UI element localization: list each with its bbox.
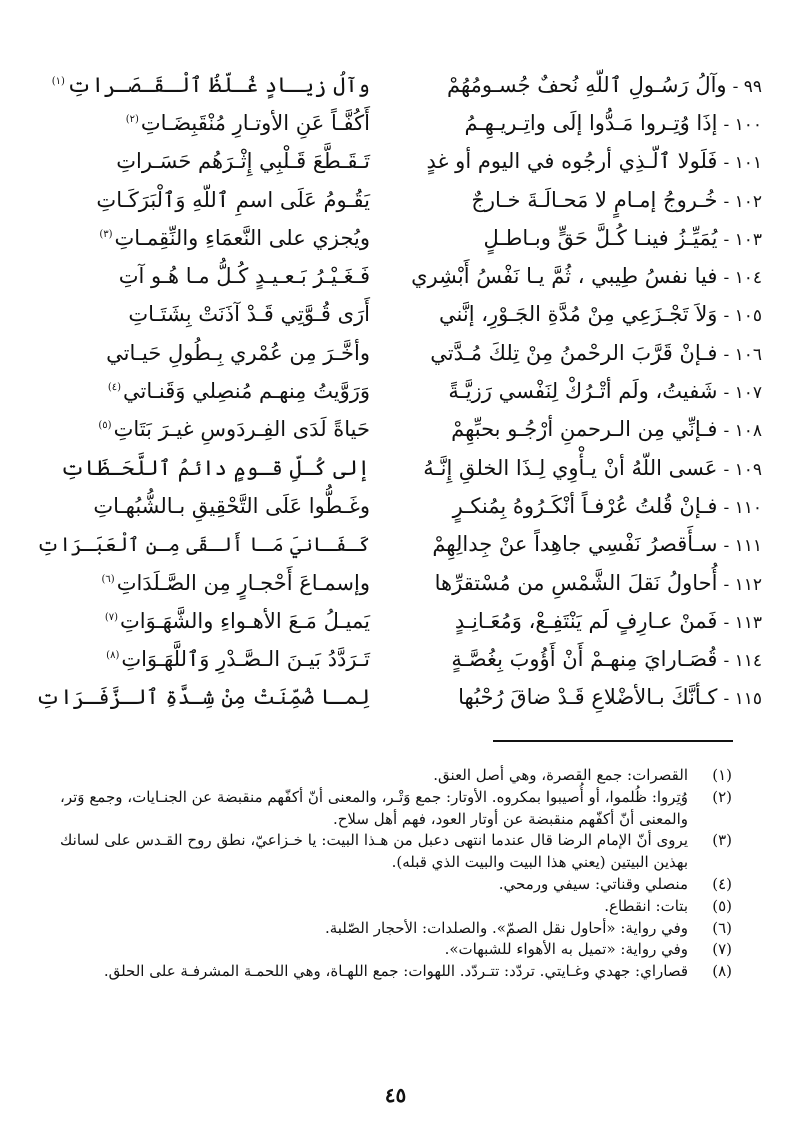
verse-second-hemistich-text: وآلُ زيـادٍ غُـلّظُ ٱلْـقَـصَـراتِ xyxy=(66,72,370,97)
verse-first-hemistich-text: وَلاَ تَجْـزَعِي مِنْ مُدَّةِ الجَـوْرِ، إنَّني xyxy=(439,302,718,327)
verse-line xyxy=(30,679,762,717)
verse-number: ١٠٧ - xyxy=(723,383,762,404)
verse-number: ١٠٩ - xyxy=(723,459,762,480)
footnote-reference: (٢) xyxy=(125,113,139,125)
verse-second-hemistich xyxy=(30,608,370,633)
footnote-reference: (٣) xyxy=(99,228,113,240)
verse-number: ١٠٠ - xyxy=(723,114,762,135)
verse-number: ١١١ - xyxy=(723,536,762,557)
page-number: ٤٥ xyxy=(384,1083,407,1107)
verse-number: ١١٤ - xyxy=(723,651,762,672)
verse-line xyxy=(30,487,762,525)
verse-second-hemistich xyxy=(30,304,370,325)
verse-first-hemistich-text: فَمنْ عـارِفٍ لَم يَنْتَفِـعْ، وَمُعَـانِـدٍ xyxy=(454,608,718,633)
footnote-item xyxy=(60,874,732,896)
verse-first-hemistich-text: وآلُ رَسُـولِ ٱللّهِ نُحفٌ جُسـومُهُمْ xyxy=(446,72,727,97)
verse-first-hemistich xyxy=(390,687,762,708)
verse-number: ١١٢ - xyxy=(723,574,762,595)
verse-second-hemistich-text: فَـغَـيْـرُ بَـعـيـدٍ كُـلُّ مـا هُـو آتِ xyxy=(118,264,370,289)
footnote-text: القصرات: جمع القصرة، وهي أصل العنق. xyxy=(433,766,688,784)
verse-line xyxy=(30,143,762,181)
footnote-reference: (٨) xyxy=(106,650,120,662)
verse-first-hemistich xyxy=(390,493,762,518)
verse-first-hemistich-text: فـإنْ قَرَّبَ الرحْمنُ مِنْ تِلكَ مُـدَّتي xyxy=(430,340,718,365)
verse-line xyxy=(30,564,762,602)
verse-second-hemistich xyxy=(30,455,370,480)
footnote-separator-rule xyxy=(493,740,733,742)
verse-second-hemistich-text: وأخَّـرَ مِن عُمْري بِـطُولِ حَيـاتي xyxy=(106,340,370,365)
verse-first-hemistich-text: فـإنْ قُلتُ عُرْفـاً أنْكَـرُوهُ بِمُنكـرٍ xyxy=(452,493,718,518)
verse-number: ١١٠ - xyxy=(723,497,762,518)
footnotes xyxy=(60,765,732,983)
footnote-number: (٦) xyxy=(712,918,732,937)
verse-first-hemistich-text: قُصَـارايَ مِنهـمْ أَنْ أَؤُوبَ بِغُصَّـةٍ xyxy=(451,647,718,672)
verse-second-hemistich xyxy=(30,493,370,518)
verse-second-hemistich xyxy=(30,687,370,708)
verse-line xyxy=(30,640,762,678)
verse-first-hemistich-text: شَفيتُ، ولَم أتْـرُكْ لِنَفْسي رَزيَّـةً xyxy=(448,379,718,404)
verse-second-hemistich-text: أَكُفَّـاً عَنِ الأوتـارِ مُنْقَبِضَـاتِ xyxy=(140,110,370,135)
verse-number: ٩٩ - xyxy=(732,76,762,97)
verse-first-hemistich-text: فـإنِّي مِن الـرحمنِ أرْجُـو بحبِّهِمْ xyxy=(451,417,718,442)
verse-first-hemistich xyxy=(390,304,762,325)
verse-first-hemistich-text: عَسى اللّهُ أنْ يـأْوِي لِـذَا الخلقِ إِنَّـهُ xyxy=(423,455,718,480)
verse-second-hemistich-text: وإسمـاعَ أَحْجـارٍ مِن الصَّـلَدَاتِ xyxy=(116,570,370,595)
verse-second-hemistich xyxy=(30,340,370,365)
footnote-item xyxy=(60,896,732,918)
verse-first-hemistich-text: فَلَولا ٱلّـذِي أرجُوه في اليوم أو غدٍ xyxy=(426,149,718,174)
verse-first-hemistich-text: خُـروجُ إمـامٍ لا مَحـالَـةَ خـارجٌ xyxy=(471,187,718,212)
footnote-number: (٢) xyxy=(712,787,732,806)
verse-first-hemistich xyxy=(390,570,762,595)
verse-second-hemistich-text: وغَـطُّوا عَلَى التَّحْقِيقِ بـالشُّبُهـاتِ xyxy=(93,493,370,518)
verse-number: ١٠٤ - xyxy=(723,268,762,289)
verse-first-hemistich-text: فيا نفسُ طِيبي ، ثُمَّ يـا نَفْسُ أَبْشِري xyxy=(411,264,718,289)
verse-first-hemistich xyxy=(390,608,762,633)
verse-line xyxy=(30,219,762,257)
footnote-number: (١) xyxy=(712,766,732,784)
footnote-number: (٤) xyxy=(712,874,732,893)
verse-second-hemistich xyxy=(30,532,370,556)
footnote-text: قصاراي: جهدي وغـايتي. تردّد: تتـردّد. اللهوات: جمع اللهـاة، وهي اللحمـة المشرفـة على الحلق. xyxy=(103,962,688,981)
verse-number: ١١٣ - xyxy=(723,612,762,633)
verse-number: ١٠١ - xyxy=(723,153,762,174)
verse-first-hemistich xyxy=(390,187,762,212)
footnote-reference: (٧) xyxy=(104,611,119,623)
verse-line xyxy=(30,602,762,640)
verse-second-hemistich xyxy=(30,266,370,287)
verse-first-hemistich xyxy=(390,534,762,555)
footnote-item xyxy=(60,961,732,983)
verse-first-hemistich xyxy=(390,72,762,97)
footnote-text: وفي رواية: «أحاول نقل الصمّ». والصلدات: الأحجار الصّلبة. xyxy=(324,918,688,937)
footnote-number: (٨) xyxy=(712,962,732,981)
verse-first-hemistich xyxy=(390,151,762,172)
verse-first-hemistich xyxy=(390,340,762,365)
verse-line xyxy=(30,104,762,142)
verse-second-hemistich-text: لِمـا ضُمِّنَتْ مِنْ شِـدَّةِ ٱلـزَّفَـرَاتِ xyxy=(35,685,370,710)
footnote-number: (٧) xyxy=(712,940,732,959)
footnote-text: وفي رواية: «تميل به الأهواء للشبهات». xyxy=(444,940,688,959)
verse-first-hemistich-text: إذَا وُتِـروا مَـدُّوا إلَى واتِـريـهِـمُ xyxy=(464,110,718,135)
verse-second-hemistich-text: ويُجزي على النَّعمَاءِ والنِّقِمـاتِ xyxy=(114,225,370,250)
verse-line xyxy=(30,411,762,449)
verse-first-hemistich-text: يُمَيِّـزُ فينـا كُـلَّ حَقٍّ وبـاطـلٍ xyxy=(483,225,718,250)
verse-second-hemistich-text: أَرَى قُـوَّتِي قَـدْ آذَنَتْ بِشَتَـاتِ xyxy=(128,302,370,327)
verse-second-hemistich-text: كَـفَـانيَ مَـا أَلـقَى مِـن ٱلْعَبَـرَاتِ xyxy=(36,532,370,556)
verse-line xyxy=(30,257,762,295)
footnote-item xyxy=(60,765,732,787)
verse-number: ١١٥ - xyxy=(723,689,762,710)
verse-second-hemistich xyxy=(30,570,370,595)
footnote-reference: (٥) xyxy=(98,420,112,432)
poem-verses xyxy=(30,66,762,717)
verse-line xyxy=(30,526,762,564)
verse-first-hemistich xyxy=(390,225,762,250)
footnote-number: (٥) xyxy=(712,896,732,915)
verse-second-hemistich xyxy=(30,225,370,250)
footnote-number: (٣) xyxy=(712,831,732,850)
verse-second-hemistich xyxy=(30,381,370,402)
verse-line xyxy=(30,181,762,219)
verse-second-hemistich xyxy=(30,187,370,212)
verse-first-hemistich xyxy=(390,266,762,287)
verse-first-hemistich xyxy=(390,455,762,480)
verse-first-hemistich xyxy=(390,419,762,440)
footnote-text: وُتِروا: ظُلموا، أو أُصيبوا بمكروه. الأوتار: جمع وَتْـر، والمعنى أنّ أكفّهم منقبضة عن الجنـايات، وجمع وَتر، والمعنى أنّ أكفّهم منقبضة عن أوتار العود، فهم أهل سلاح. xyxy=(60,787,688,828)
verse-number: ١٠٨ - xyxy=(723,421,762,442)
verse-first-hemistich xyxy=(390,649,762,670)
verse-second-hemistich xyxy=(30,649,370,670)
footnote-item xyxy=(60,939,732,961)
verse-second-hemistich xyxy=(30,72,370,97)
verse-second-hemistich xyxy=(30,419,370,440)
verse-first-hemistich xyxy=(390,110,762,135)
verse-number: ١٠٥ - xyxy=(723,306,762,327)
footnote-item xyxy=(60,787,732,831)
verse-line xyxy=(30,449,762,487)
footnote-reference: (٦) xyxy=(101,573,115,585)
verse-first-hemistich-text: سـأَقصرُ نَفْسِي جاهِداً عنْ جِدالِهِمْ xyxy=(432,532,718,557)
verse-second-hemistich xyxy=(30,151,370,172)
verse-second-hemistich-text: يَميـلُ مَـعَ الأهـواءِ والشَّهَـوَاتِ xyxy=(120,608,370,633)
verse-second-hemistich-text: وَرَوَّيتُ مِنهـم مُنصِلي وَقَنـاتي xyxy=(123,379,370,404)
footnote-item xyxy=(60,830,732,874)
footnote-item xyxy=(60,918,732,940)
verse-first-hemistich xyxy=(390,381,762,402)
verse-number: ١٠٣ - xyxy=(723,229,762,250)
verse-second-hemistich-text: حَياةً لَدَى الفِـردَوسِ غيـرَ بَتَاتِ xyxy=(113,417,370,442)
footnote-reference: (٤) xyxy=(107,382,122,394)
verse-second-hemistich-text: تَـرَدَّدُ بَيـنَ الـصَّـدْرِ وَٱللَّهَـوَاتِ xyxy=(121,647,370,672)
footnote-text: يروى أنّ الإمام الرضا قال عندما انتهى دعبل من هـذا البيت: يا خـزاعيّ، نطق روح القـدس على لسانك بهذين البيتين (يعني هذا البيت والبيت الذي قبله). xyxy=(60,831,688,872)
verse-line xyxy=(30,66,762,104)
verse-second-hemistich-text: إلى كُـلِّ قـومٍ دائمُ ٱللَّحَـظَاتِ xyxy=(60,455,370,480)
footnote-reference: (١) xyxy=(51,75,65,87)
footnote-text: منصلي وقناتي: سيفي ورمحي. xyxy=(498,874,688,893)
verse-number: ١٠٦ - xyxy=(723,344,762,365)
verse-second-hemistich-text: يَقُـومُ عَلَى اسمِ ٱللّهِ وَٱلْبَرَكَـاتِ xyxy=(96,187,370,212)
verse-line xyxy=(30,372,762,410)
verse-first-hemistich-text: أُحاولُ نَقلَ الشَّمْسِ من مُسْتقرِّها xyxy=(434,570,718,595)
verse-line xyxy=(30,334,762,372)
footnote-text: بتات: انقطاع. xyxy=(604,896,688,915)
verse-line xyxy=(30,296,762,334)
verse-second-hemistich-text: تَـقَـطَّعَ قَـلْبِي إِثْـرَهُم حَسَـراتِ xyxy=(116,149,370,174)
verse-number: ١٠٢ - xyxy=(723,191,762,212)
verse-first-hemistich-text: كـأنَّكَ بـالأضْلاعِ قَـدْ ضاقَ رُحْبُها xyxy=(458,685,718,710)
verse-second-hemistich xyxy=(30,110,370,135)
